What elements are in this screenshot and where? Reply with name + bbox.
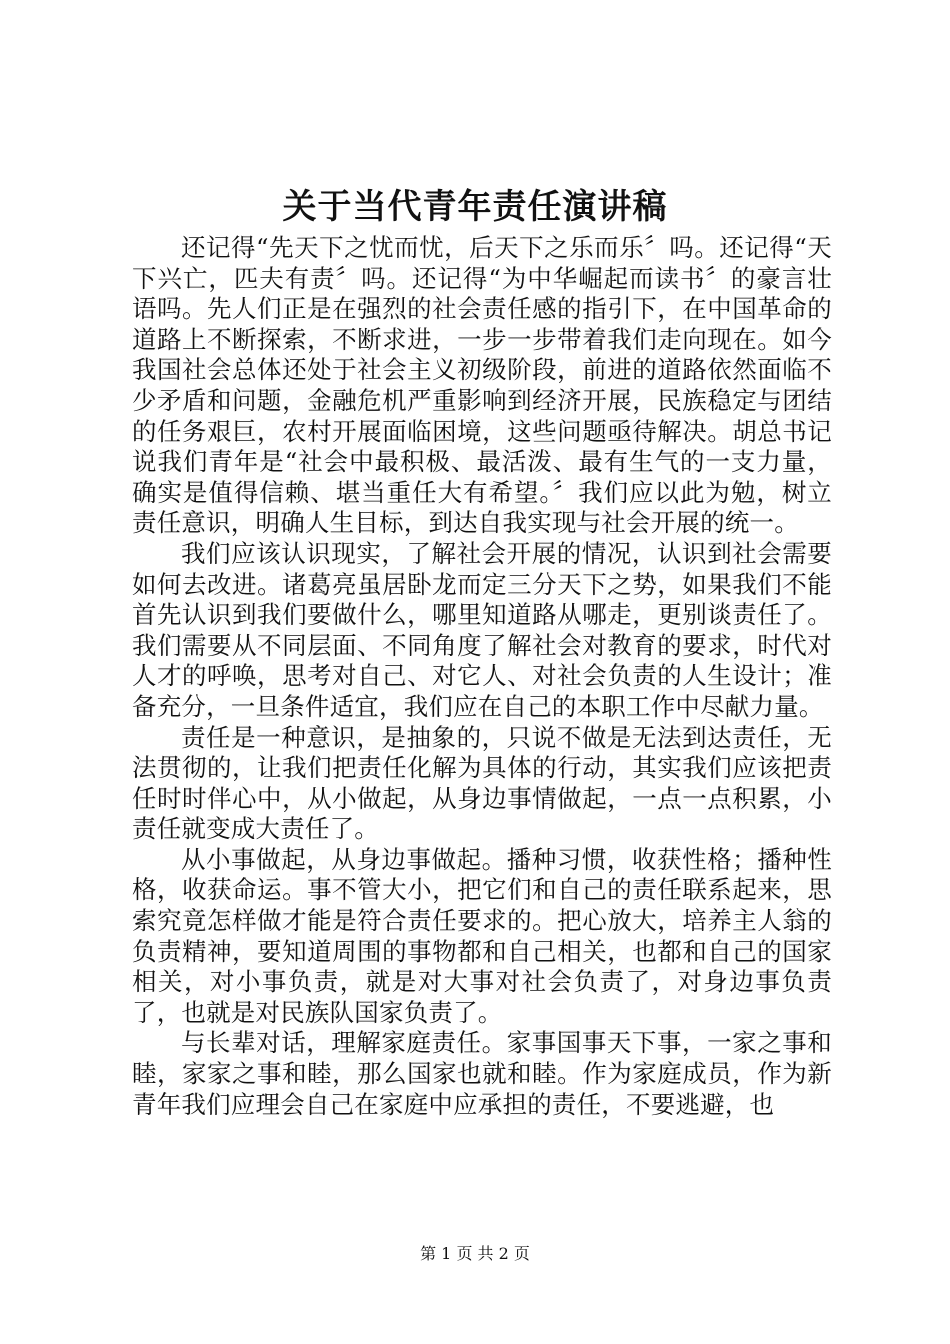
document-body [132, 233, 832, 1120]
paragraph: 我们应该认识现实，了解社会开展的情况，认识到社会需要如何去改进。诸葛亮虽居卧龙而定三分天下之势，如果我们不能首先认识到我们要做什么，哪里知道路从哪走，更别谈责任了。我们需要从不同层面、不同角度了解社会对教育的要求，时代对人才的呼唤，思考对自己、对它人、对社会负责的人生设计；准备充分，一旦条件适宜，我们应在自己的本职工作中尽献力量。 [132, 538, 832, 721]
page-number-footer: 第 1 页 共 2 页 [420, 1244, 530, 1263]
paragraph: 还记得“先天下之忧而忧，后天下之乐而乐〞吗。还记得“天下兴亡，匹夫有责〞吗。还记得“为中华崛起而读书〞的豪言壮语吗。先人们正是在强烈的社会责任感的指引下，在中国革命的道路上不断探索，不断求进，一步一步带着我们走向现在。如今我国社会总体还处于社会主义初级阶段，前进的道路依然面临不少矛盾和问题，金融危机严重影响到经济开展，民族稳定与团结的任务艰巨，农村开展面临困境，这些问题亟待解决。胡总书记说我们青年是“社会中最积极、最活泼、最有生气的一支力量，确实是值得信赖、堪当重任大有希望。〞我们应以此为勉，树立责任意识，明确人生目标，到达自我实现与社会开展的统一。 [132, 233, 832, 538]
paragraph: 从小事做起，从身边事做起。播种习惯，收获性格；播种性格，收获命运。事不管大小，把它们和自己的责任联系起来，思索究竟怎样做才能是符合责任要求的。把心放大，培养主人翁的负责精神，要知道周围的事物都和自己相关，也都和自己的国家相关，对小事负责，就是对大事对社会负责了，对身边事负责了，也就是对民族队国家负责了。 [132, 844, 832, 1027]
paragraph: 与长辈对话，理解家庭责任。家事国事天下事，一家之事和睦，家家之事和睦，那么国家也就和睦。作为家庭成员，作为新青年我们应理会自己在家庭中应承担的责任，不要逃避，也 [132, 1028, 832, 1119]
paragraph: 责任是一种意识，是抽象的，只说不做是无法到达责任，无法贯彻的，让我们把责任化解为具体的行动，其实我们应该把责任时时伴心中，从小做起，从身边事情做起，一点一点积累，小责任就变成大责任了。 [132, 722, 832, 844]
document-title: 关于当代青年责任演讲稿 [282, 187, 668, 227]
